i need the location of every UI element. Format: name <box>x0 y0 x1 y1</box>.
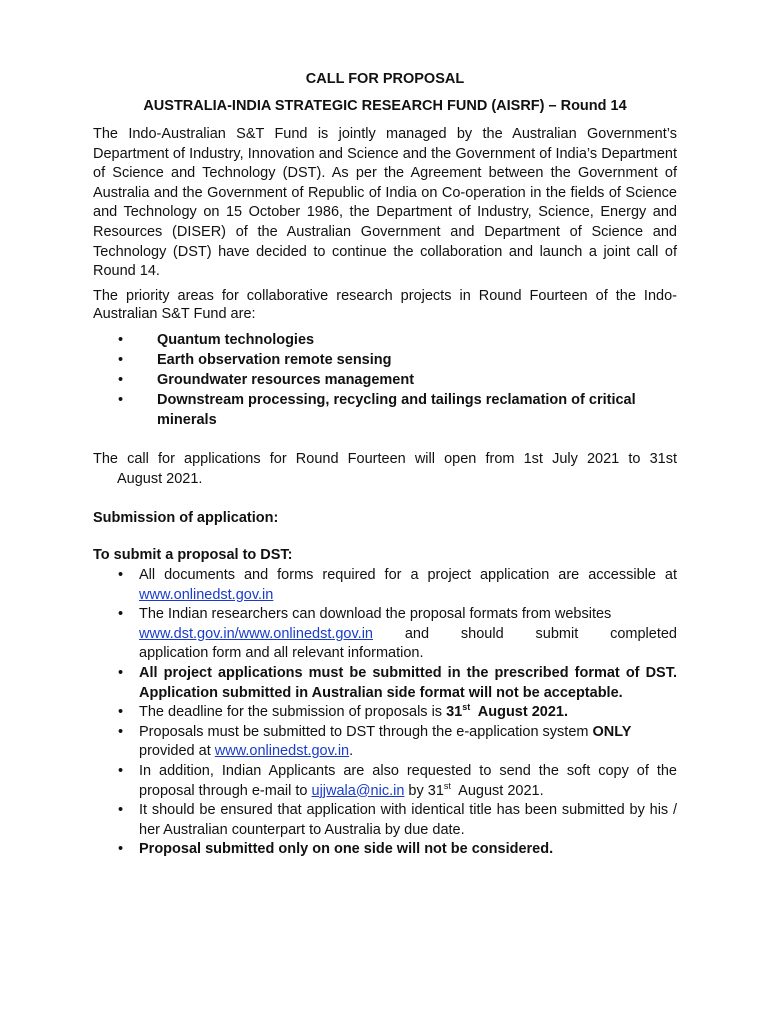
bullet-text: The Indian researchers can download the proposal formats from websites <box>139 606 612 623</box>
dst-submission-list <box>118 566 677 860</box>
bullet-text: Proposals must be submitted to DST through the e-application system <box>139 723 593 740</box>
call-dates-line-2: August 2021. <box>117 470 203 487</box>
list-item: • It should be ensured that application with identical title has been submitted by his / her Australian counterpart to Australia by due date. <box>118 801 677 840</box>
list-item: • All project applications must be submitted in the prescribed format of DST. Application submitted in Australian side format will not be acceptable. <box>118 664 677 703</box>
deadline-date: 31st August 2021. <box>446 702 569 721</box>
bullet-text: application form and all relevant information. <box>139 645 424 662</box>
bullet-text: In addition, Indian Applicants are also requested to send the soft copy of the proposal through e-mail to <box>139 762 677 799</box>
onlinedst-link[interactable]: www.onlinedst.gov.in <box>139 586 274 603</box>
email-link[interactable]: ujjwala@nic.in <box>311 782 405 799</box>
priority-areas-list <box>118 330 678 430</box>
list-item: • In addition, Indian Applicants are also requested to send the soft copy of the proposal through e-mail to ujjwala@nic.in by 31st August 2021. <box>118 762 677 801</box>
justified-line <box>139 625 677 645</box>
word: completed <box>610 625 677 642</box>
word: and <box>404 625 430 642</box>
bullet-text: The deadline for the submission of proposals is <box>139 704 447 721</box>
document-subtitle: AUSTRALIA-INDIA STRATEGIC RESEARCH FUND (AISRF) – Round 14 <box>143 98 627 114</box>
onlinedst-link[interactable]: www.onlinedst.gov.in <box>214 743 350 760</box>
word: submit <box>535 625 579 642</box>
list-item: • Downstream processing, recycling and tailings reclamation of critical minerals <box>118 390 678 430</box>
intro-paragraph: The Indo-Australian S&T Fund is jointly managed by the Australian Government’s Department of Industry, Innovation and Science and the Government of India’s Department of Science and Technology (DST). As per the Agreement between the Government of Australia and the Government of Republic of India on Co-operation in the fields of Science and Technology on 15 October 1986, the Department of Industry, Science, Energy and Resources (DISER) of the Australian Government and Department of Science and Technology (DST) have decided to continue the collaboration and launch a joint call of Round 14. <box>93 126 677 280</box>
priority-intro-paragraph: The priority areas for collaborative research projects in Round Fourteen of the Indo-Australian S&T Fund are: <box>93 288 677 322</box>
word: should <box>460 625 504 642</box>
submission-heading: Submission of application: <box>93 510 279 526</box>
list-item: • Proposal submitted only on one side will not be considered. <box>118 840 677 860</box>
dst-websites-link[interactable]: www.dst.gov.in/www.onlinedst.gov.in <box>139 625 373 642</box>
document-title: CALL FOR PROPOSAL <box>305 71 465 87</box>
list-item: • Quantum technologies <box>118 330 678 350</box>
bullet-text: provided at <box>139 743 215 760</box>
bullet-text: All documents and forms required for a project application are accessible at <box>139 567 677 583</box>
list-item <box>118 566 677 605</box>
only-emphasis: ONLY <box>592 723 632 740</box>
call-dates-paragraph <box>93 450 677 489</box>
list-item <box>118 605 677 664</box>
list-item: • Earth observation remote sensing <box>118 350 678 370</box>
list-item: • Proposals must be submitted to DST through the e-application system ONLY provided at www.onlinedst.gov.in. <box>118 723 677 762</box>
call-dates-line-1: The call for applications for Round Fourteen will open from 1st July 2021 to 31st <box>93 451 677 467</box>
list-item: • Groundwater resources management <box>118 370 678 390</box>
list-item <box>118 703 677 723</box>
dst-heading: To submit a proposal to DST: <box>93 547 293 563</box>
